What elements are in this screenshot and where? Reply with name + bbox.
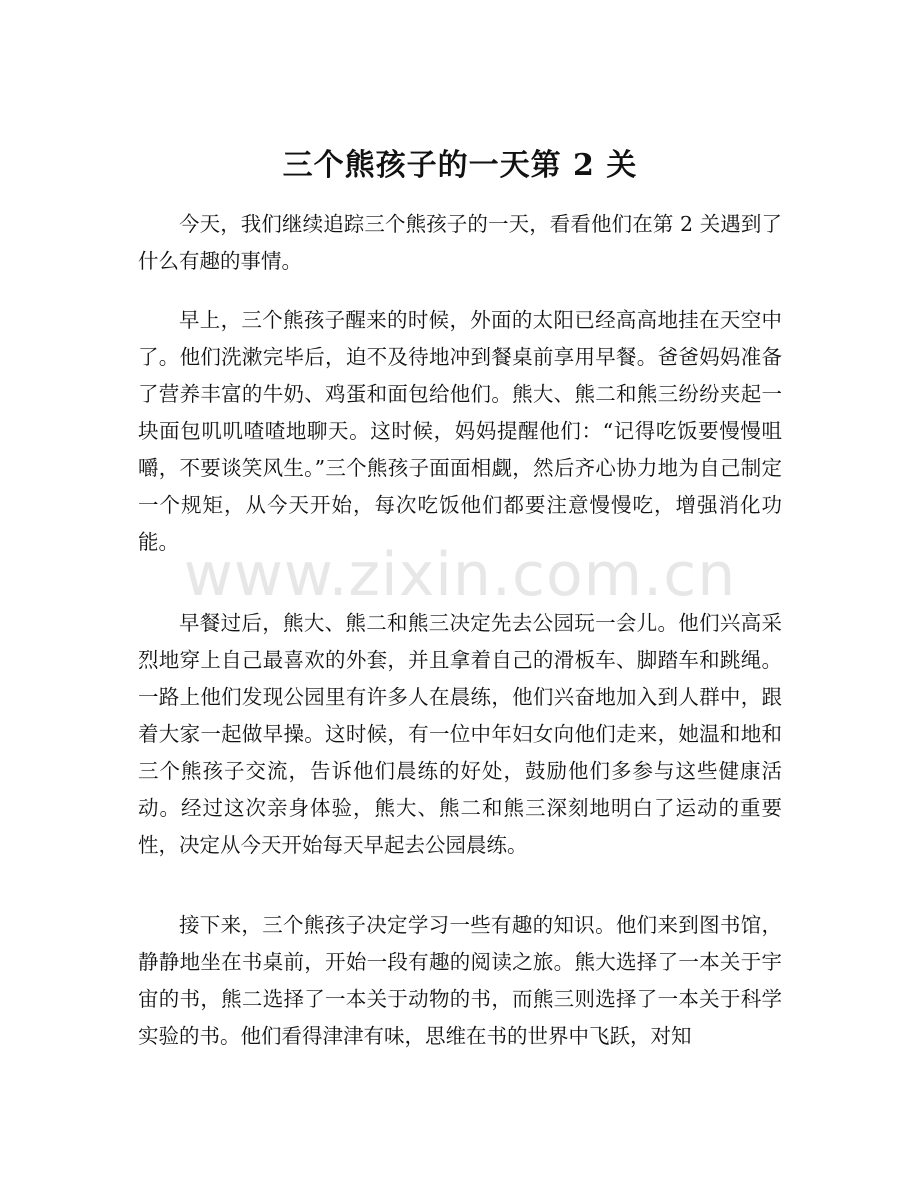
paragraph-intro: 今天，我们继续追踪三个熊孩子的一天，看看他们在第 2 关遇到了什么有趣的事情。 (138, 212, 782, 273)
watermark-text: www.zixin.com.cn (183, 540, 737, 610)
document-title: 三个熊孩子的一天第 2 关 (282, 148, 638, 183)
paragraph-morning: 早上，三个熊孩子醒来的时候，外面的太阳已经高高地挂在天空中了。他们洗漱完毕后，迫不及待地冲到餐桌前享用早餐。爸爸妈妈准备了营养丰富的牛奶、鸡蛋和面包给他们。熊大、熊二和熊三纷纷夹起一块面包叽叽喳喳地聊天。这时候，妈妈提醒他们：“记得吃饭要慢慢咀嚼，不要谈笑风生。”三个熊孩子面面相觑，然后齐心协力地为自己制定一个规矩，从今天开始，每次吃饭他们都要注意慢慢吃，增强消化功能。 (138, 308, 782, 554)
paragraph-library: 接下来，三个熊孩子决定学习一些有趣的知识。他们来到图书馆，静静地坐在书桌前，开始一段有趣的阅读之旅。熊大选择了一本关于宇宙的书，熊二选择了一本关于动物的书，而熊三则选择了一本关于科学实验的书。他们看得津津有味，思维在书的世界中飞跃，对知 (138, 913, 782, 1048)
paragraph-park: 早餐过后，熊大、熊二和熊三决定先去公园玩一会儿。他们兴高采烈地穿上自己最喜欢的外套，并且拿着自己的滑板车、脚踏车和跳绳。一路上他们发现公园里有许多人在晨练，他们兴奋地加入到人群中，跟着大家一起做早操。这时候，有一位中年妇女向他们走来，她温和地和三个熊孩子交流，告诉他们晨练的好处，鼓励他们多参与这些健康活动。经过这次亲身体验，熊大、熊二和熊三深刻地明白了运动的重要性，决定从今天开始每天早起去公园晨练。 (138, 611, 782, 857)
